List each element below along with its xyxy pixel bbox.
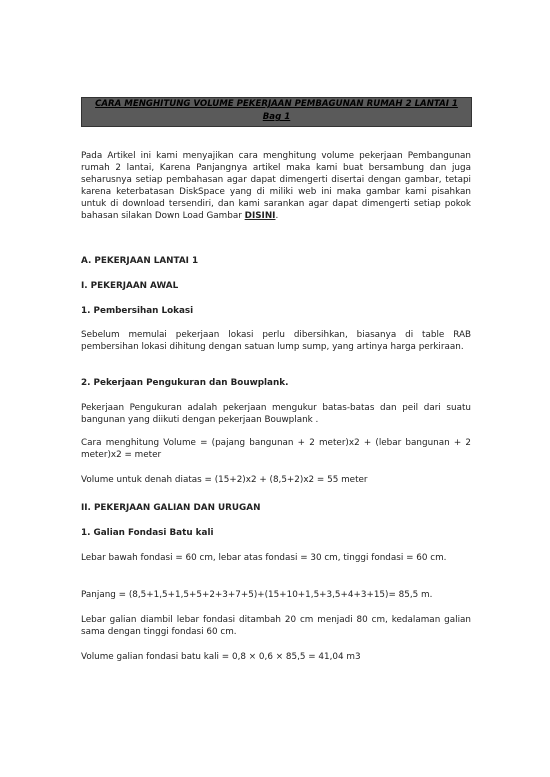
section-a-heading: A. PEKERJAAN LANTAI 1 <box>81 256 199 266</box>
document-title <box>81 97 472 127</box>
title-line-1: CARA MENGHITUNG VOLUME PEKERJAAN PEMBAGUNAN RUMAH 2 LANTAI 1 <box>95 99 458 109</box>
intro-text: Pada Artikel ini kami menyajikan cara menghitung volume pekerjaan Pembangunan rumah 2 lantai, Karena Panjangnya artikel maka kami buat bersambung dan juga seharusnya setiap pembahasan agar dapat dimengerti disertai dengan gambar, tetapi karena keterbatasan DiskSpace yang di miliki web ini maka gambar kami pisahkan untuk di download tersendiri, dan kami sarankan agar dapat dimengerti setiap pokok bahasan silakan Down Load Gambar <box>81 151 471 221</box>
title-line-2: Bag 1 <box>262 112 291 122</box>
section-i-heading: I. PEKERJAAN AWAL <box>81 281 179 291</box>
item2-result: Volume untuk denah diatas = (15+2)x2 + (8,5+2)x2 = 55 meter <box>81 475 368 485</box>
item2-heading: 2. Pekerjaan Pengukuran dan Bouwplank. <box>81 378 289 388</box>
section-ii-heading: II. PEKERJAAN GALIAN DAN URUGAN <box>81 503 261 513</box>
item1-heading: 1. Pembersihan Lokasi <box>81 306 194 316</box>
item1-paragraph: Sebelum memulai pekerjaan lokasi perlu dibersihkan, biasanya di table RAB pembersihan lokasi dihitung dengan satuan lump sump, yang artinya harga perkiraan. <box>81 330 471 352</box>
item2-paragraph: Pekerjaan Pengukuran adalah pekerjaan mengukur batas-batas dan peil dari suatu bangunan yang diikuti dengan pekerjaan Bouwplank . <box>81 403 471 425</box>
item2-formula: Cara menghitung Volume = (pajang bangunan + 2 meter)x2 + (lebar bangunan + 2 meter)x2 = meter <box>81 438 471 460</box>
intro-paragraph <box>81 150 471 222</box>
item3-dims: Lebar bawah fondasi = 60 cm, lebar atas fondasi = 30 cm, tinggi fondasi = 60 cm. <box>81 553 447 563</box>
download-link[interactable]: DISINI <box>244 211 276 221</box>
item3-length: Panjang = (8,5+1,5+1,5+5+2+3+7+5)+(15+10+1,5+3,5+4+3+15)= 85,5 m. <box>81 590 433 600</box>
item3-heading: 1. Galian Fondasi Batu kali <box>81 528 214 538</box>
item3-galian: Lebar galian diambil lebar fondasi ditambah 20 cm menjadi 80 cm, kedalaman galian sama dengan tinggi fondasi 60 cm. <box>81 615 471 637</box>
intro-end: . <box>275 211 279 221</box>
item3-volume: Volume galian fondasi batu kali = 0,8 × 0,6 × 85,5 = 41,04 m3 <box>81 652 361 662</box>
